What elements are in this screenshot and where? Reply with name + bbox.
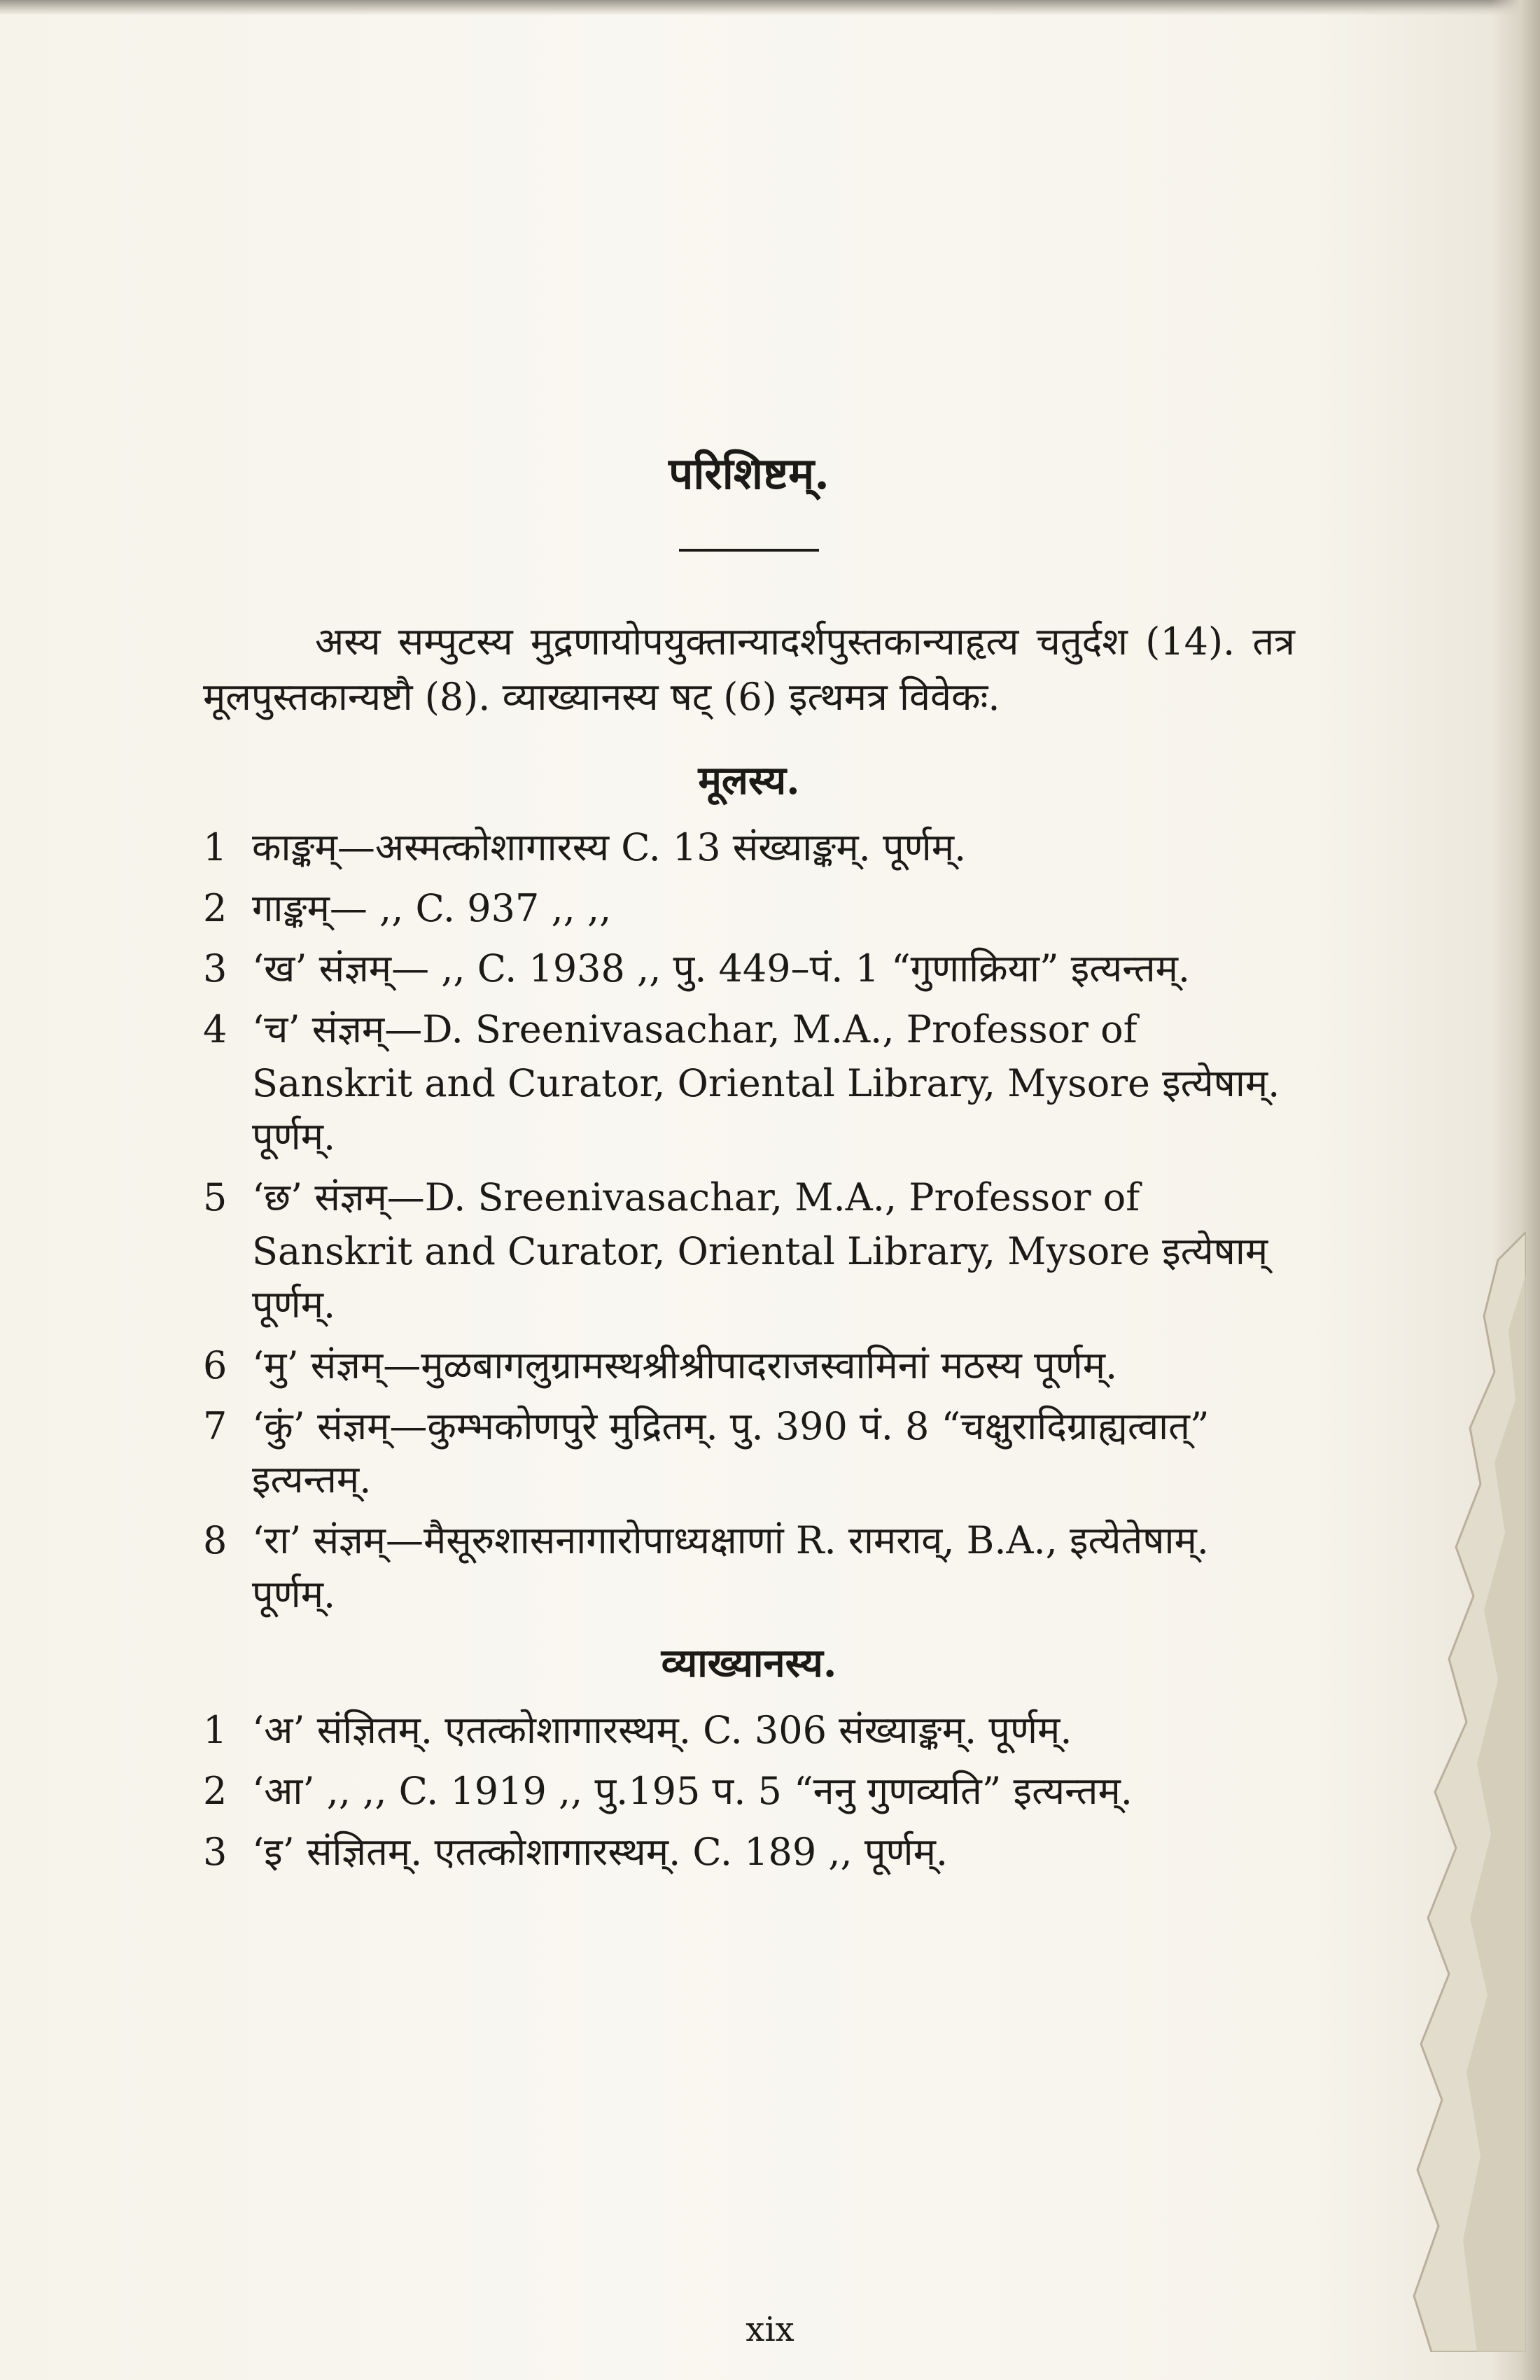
entry-text: ‘मु’ संज्ञम्—मुळबागलुग्रामस्थश्रीश्रीपादराजस्वामिनां मठस्य पूर्णम्. (252, 1343, 1118, 1388)
vyakhyana-entry-1 (203, 1704, 1295, 1758)
entry-text: ‘आ’ ,, ,, C. 1919 ,, पु.195 प. 5 “ननु गुणव्यति” इत्यन्तम्. (252, 1769, 1133, 1814)
entry-text: ‘रा’ संज्ञम्—मैसूरुशासनागारोपाध्यक्षाणां R. रामराव्, B.A., इत्येतेषाम्. पूर्णम्. (252, 1518, 1209, 1616)
entry-number: 1 (203, 825, 227, 869)
entry-number: 4 (203, 1007, 227, 1051)
vyakhyana-entry-2 (203, 1765, 1295, 1819)
entry-text: गाङ्कम्— ,, C. 937 ,, ,, (252, 886, 612, 930)
entry-text: काङ्कम्—अस्मत्कोशागारस्य C. 13 संख्याङ्कम्. पूर्णम्. (252, 825, 967, 869)
vyakhyana-section-heading: व्याख्यानस्य. (661, 1640, 837, 1687)
mula-entry-2 (203, 882, 1295, 936)
title-rule (679, 549, 819, 552)
entry-text: ‘कुं’ संज्ञम्—कुम्भकोणपुरे मुद्रितम्. पु. 390 पं. 8 “चक्षुरादिग्राह्यत्वात्” इत्यन्तम्. (252, 1404, 1210, 1502)
entry-number: 2 (203, 1769, 227, 1814)
mula-entry-5 (203, 1171, 1295, 1332)
entry-text: ‘ख’ संज्ञम्— ,, C. 1938 ,, पु. 449–पं. 1 “गुणाक्रिया” इत्यन्तम्. (252, 946, 1191, 991)
mula-entry-4 (203, 1003, 1295, 1164)
mula-section-heading: मूलस्य. (698, 757, 800, 804)
mula-entry-7 (203, 1400, 1295, 1507)
entry-text: ‘छ’ संज्ञम्—D. Sreenivasachar, M.A., Professor of Sanskrit and Curator, Oriental Library, Mysore इत्येषाम् पूर्णम्. (252, 1175, 1268, 1327)
entry-number: 3 (203, 946, 227, 991)
intro-paragraph: अस्य सम्पुटस्य मुद्रणायोपयुक्तान्यादर्शपुस्तकान्याहृत्य चतुर्दश (14). तत्र मूलपुस्तकान्यष्टौ (8). व्याख्यानस्य षट् (6) इत्थमत्र विवेकः. (203, 620, 1295, 719)
page-title: परिशिष्टम्. (668, 448, 830, 499)
entry-number: 6 (203, 1343, 227, 1388)
entry-number: 1 (203, 1708, 227, 1753)
vyakhyana-entry-3 (203, 1826, 1295, 1879)
entry-number: 3 (203, 1829, 227, 1874)
page-content (203, 448, 1295, 1886)
mula-entry-8 (203, 1514, 1295, 1621)
entry-number: 8 (203, 1518, 227, 1563)
entry-number: 5 (203, 1175, 227, 1220)
entry-text: ‘अ’ संज्ञितम्. एतत्कोशागारस्थम्. C. 306 संख्याङ्कम्. पूर्णम्. (252, 1708, 1072, 1753)
entry-text: ‘इ’ संज्ञितम्. एतत्कोशागारस्थम्. C. 189 ,, पूर्णम्. (252, 1829, 948, 1874)
entry-text: ‘च’ संज्ञम्—D. Sreenivasachar, M.A., Professor of Sanskrit and Curator, Oriental Library, Mysore इत्येषाम्. पूर्णम्. (252, 1007, 1280, 1159)
entry-number: 2 (203, 886, 227, 930)
torn-paper-edge (1351, 1232, 1526, 2352)
page-number: xix (746, 2310, 794, 2349)
mula-entry-6 (203, 1339, 1295, 1393)
entry-number: 7 (203, 1404, 227, 1448)
page-top-edge (0, 0, 1540, 15)
mula-entry-3 (203, 942, 1295, 996)
mula-entry-1 (203, 821, 1295, 875)
